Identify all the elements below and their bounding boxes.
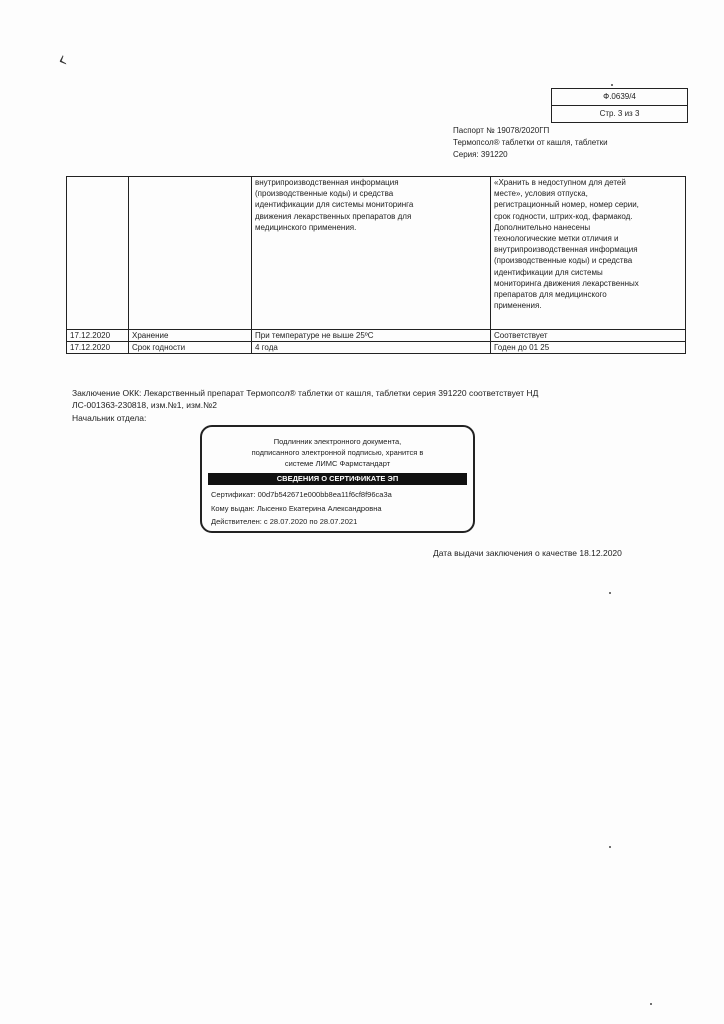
row-test-name: Хранение	[129, 330, 252, 342]
row-requirement	[252, 177, 491, 330]
scan-speck	[611, 84, 613, 86]
row-result	[491, 177, 686, 330]
row-requirement	[252, 342, 491, 354]
issue-date: Дата выдачи заключения о качестве 18.12.2020	[433, 548, 622, 558]
scan-speck	[650, 1003, 652, 1005]
cell-line: технологические метки отличия и	[494, 234, 619, 244]
stamp-line-2: подписанного электронной подписью, хранится в	[251, 448, 424, 457]
row-requirement	[252, 330, 491, 342]
head-of-department-label: Начальник отдела:	[72, 413, 147, 423]
cell-line: препаратов для медицинского	[494, 290, 607, 300]
stamp-certificate-id: Сертификат: 00d7b542671e000bb8ea11f6cf8f96ca3a	[211, 490, 392, 499]
stamp-line-1: Подлинник электронного документа,	[273, 437, 402, 446]
page-number: Стр. 3 из 3	[552, 105, 687, 122]
row-test-name	[129, 177, 252, 330]
scan-speck	[609, 846, 611, 848]
row-result	[491, 342, 686, 354]
cell-line: внутрипроизводственная информация	[255, 178, 399, 187]
passport-product: Термопсол® таблетки от кашля, таблетки	[453, 138, 608, 147]
table-row	[67, 177, 686, 330]
conclusion-line-2: ЛС-001363-230818, изм.№1, изм.№2	[72, 400, 217, 410]
cell-line: (производственные коды) и средства	[494, 256, 633, 266]
stamp-issued-to: Кому выдан: Лысенко Екатерина Александровна	[211, 504, 382, 513]
cell-line: Соответствует	[494, 331, 548, 340]
cell-line: идентификации для системы	[494, 267, 603, 277]
row-result	[491, 330, 686, 342]
cell-line: внутрипроизводственная информация	[494, 245, 638, 255]
form-code: Ф.0639/4	[603, 92, 636, 101]
cell-line: срок годности, штрих-код, фармакод.	[494, 211, 633, 221]
cell-line: мониторинга движения лекарственных	[494, 278, 639, 288]
test-results-table	[66, 176, 686, 354]
conclusion-line-1: Заключение ОКК: Лекарственный препарат Термопсол® таблетки от кашля, таблетки серия 391220 соответствует НД	[72, 388, 539, 398]
stamp-line-3: системе ЛИМС Фармстандарт	[284, 459, 391, 468]
row-date: 17.12.2020	[67, 342, 129, 354]
form-code-box	[551, 88, 688, 123]
passport-number: Паспорт № 19078/2020ГП	[453, 126, 550, 135]
cell-line: При температуре не выше 25ºС	[255, 331, 374, 340]
conclusion	[72, 387, 592, 411]
stamp-validity: Действителен: с 28.07.2020 по 28.07.2021	[211, 517, 358, 526]
cell-line: 4 года	[255, 343, 278, 353]
scan-speck	[609, 592, 611, 594]
table-row	[67, 342, 686, 354]
cell-line: месте», условия отпуска,	[494, 189, 588, 199]
cell-line: Дополнительно нанесены	[494, 222, 591, 232]
cell-line: (производственные коды) и средства	[255, 189, 394, 199]
cell-line: применения.	[494, 301, 542, 311]
cell-line: Годен до 01 25	[494, 343, 550, 353]
row-date: 17.12.2020	[67, 330, 129, 342]
row-test-name: Срок годности	[129, 342, 252, 354]
row-date	[67, 177, 129, 330]
handwritten-mark: ‹	[53, 47, 71, 74]
table-row	[67, 330, 686, 342]
stamp-certificate-title: СВЕДЕНИЯ О СЕРТИФИКАТЕ ЭП	[208, 473, 467, 485]
electronic-signature-stamp	[200, 425, 475, 533]
cell-line: медицинского применения.	[255, 222, 357, 232]
passport-series: Серия: 391220	[453, 150, 508, 159]
cell-line: идентификации для системы мониторинга	[255, 200, 414, 210]
cell-line: движения лекарственных препаратов для	[255, 211, 412, 221]
cell-line: регистрационный номер, номер серии,	[494, 200, 639, 210]
cell-line: «Хранить в недоступном для детей	[494, 178, 626, 187]
